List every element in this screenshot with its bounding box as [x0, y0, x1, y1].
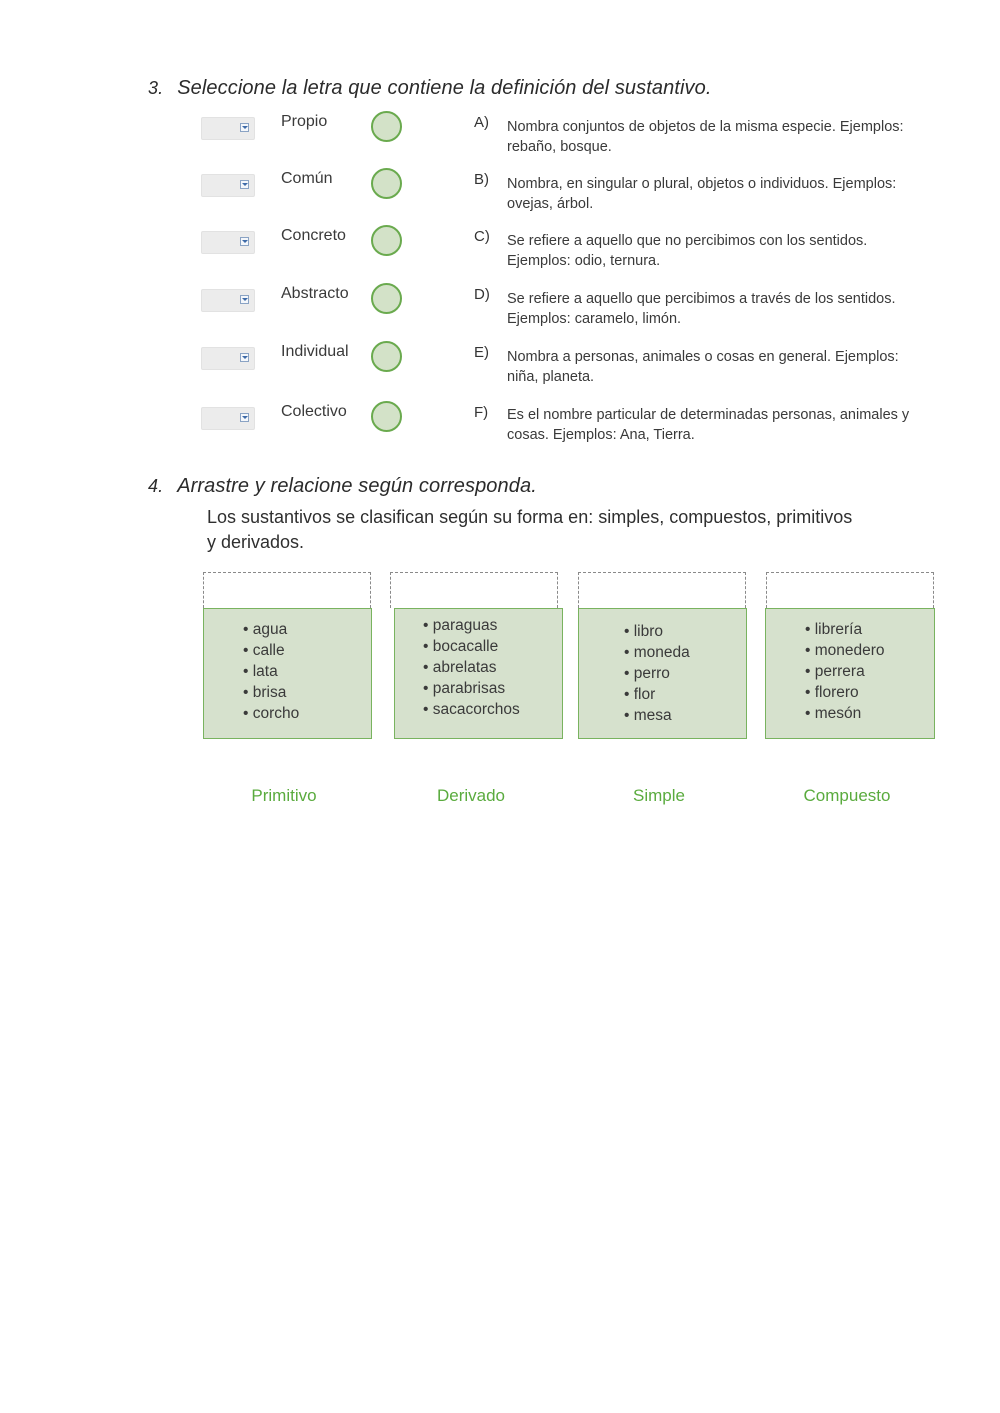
word-item: • abrelatas [423, 657, 520, 678]
word-item: • brisa [243, 682, 299, 703]
answer-select-3[interactable] [201, 231, 255, 254]
word-card-4[interactable] [765, 608, 935, 739]
word-item: • bocacalle [423, 636, 520, 657]
word-item: • mesa [624, 705, 690, 726]
definition-letter-6: F) [474, 404, 489, 421]
term-label-2: Común [281, 170, 333, 187]
word-card-3[interactable] [578, 608, 747, 739]
question-4-intro [207, 505, 927, 555]
question-3-number: 3. [148, 78, 164, 98]
match-circle-6[interactable] [371, 401, 402, 432]
intro-line: Los sustantivos se clasifican según su forma en: simples, compuestos, primitivos [207, 507, 853, 527]
dropdown-arrow-icon [240, 413, 249, 422]
drop-zone-1[interactable] [203, 572, 371, 608]
word-item: • monedero [805, 640, 885, 661]
dropdown-arrow-icon [240, 295, 249, 304]
match-circle-3[interactable] [371, 225, 402, 256]
definition-text-3 [507, 231, 952, 271]
category-label-derivado: Derivado [436, 786, 506, 805]
match-row-1 [0, 113, 1000, 175]
word-card-2[interactable] [394, 608, 563, 739]
word-item: • libro [624, 621, 690, 642]
answer-select-5[interactable] [201, 347, 255, 370]
word-item: • perrera [805, 661, 885, 682]
definition-text-4 [507, 289, 952, 329]
category-label-primitivo: Primitivo [251, 786, 317, 805]
term-label-6: Colectivo [281, 403, 347, 420]
term-label-3: Concreto [281, 227, 346, 244]
drop-zone-3[interactable] [578, 572, 746, 608]
definition-text-1 [507, 117, 952, 157]
word-item: • parabrisas [423, 678, 520, 699]
dropdown-arrow-icon [240, 180, 249, 189]
word-list-4 [805, 619, 885, 724]
match-circle-5[interactable] [371, 341, 402, 372]
match-circle-2[interactable] [371, 168, 402, 199]
term-label-4: Abstracto [281, 285, 349, 302]
drop-zone-4[interactable] [766, 572, 934, 608]
word-item: • florero [805, 682, 885, 703]
definition-line: Ejemplos: caramelo, limón. [507, 311, 682, 327]
definition-letter-2: B) [474, 171, 489, 188]
definition-line: Nombra, en singular o plural, objetos o individuos. Ejemplos: [507, 176, 897, 192]
question-4-number: 4. [148, 476, 164, 496]
word-item: • flor [624, 684, 690, 705]
question-4-text: Arrastre y relacione según corresponda. [177, 475, 537, 497]
word-item: • moneda [624, 642, 690, 663]
definition-line: ovejas, árbol. [507, 196, 594, 212]
definition-letter-1: A) [474, 114, 489, 131]
dropdown-arrow-icon [240, 237, 249, 246]
category-label-compuesto: Compuesto [803, 786, 891, 805]
word-item: • corcho [243, 703, 299, 724]
definition-letter-5: E) [474, 344, 489, 361]
dropdown-arrow-icon [240, 353, 249, 362]
match-row-2 [0, 170, 1000, 232]
definition-line: Se refiere a aquello que no percibimos con los sentidos. [507, 233, 868, 249]
match-circle-4[interactable] [371, 283, 402, 314]
definition-letter-4: D) [474, 286, 490, 303]
definition-text-2 [507, 174, 952, 214]
question-4-title [148, 475, 537, 498]
match-row-4 [0, 285, 1000, 347]
answer-select-6[interactable] [201, 407, 255, 430]
intro-line: y derivados. [207, 532, 305, 552]
question-3-title [148, 77, 712, 100]
word-list-1 [243, 619, 299, 724]
word-list-3 [624, 621, 690, 726]
word-item: • librería [805, 619, 885, 640]
word-item: • mesón [805, 703, 885, 724]
word-item: • perro [624, 663, 690, 684]
definition-text-5 [507, 347, 952, 387]
definition-letter-3: C) [474, 228, 490, 245]
question-3-text: Seleccione la letra que contiene la definición del sustantivo. [177, 77, 712, 99]
definition-line: Nombra conjuntos de objetos de la misma especie. Ejemplos: [507, 119, 904, 135]
word-item: • calle [243, 640, 299, 661]
definition-line: Nombra a personas, animales o cosas en general. Ejemplos: [507, 349, 899, 365]
word-item: • sacacorchos [423, 699, 520, 720]
word-item: • paraguas [423, 615, 520, 636]
answer-select-4[interactable] [201, 289, 255, 312]
match-row-5 [0, 343, 1000, 405]
definition-text-6 [507, 405, 952, 445]
word-item: • agua [243, 619, 299, 640]
answer-select-1[interactable] [201, 117, 255, 140]
definition-line: Ejemplos: odio, ternura. [507, 253, 661, 269]
definition-line: rebaño, bosque. [507, 139, 612, 155]
match-circle-1[interactable] [371, 111, 402, 142]
term-label-1: Propio [281, 113, 328, 130]
answer-select-2[interactable] [201, 174, 255, 197]
dropdown-arrow-icon [240, 123, 249, 132]
definition-line: niña, planeta. [507, 369, 595, 385]
term-label-5: Individual [281, 343, 349, 360]
drop-zone-2[interactable] [390, 572, 558, 608]
match-row-3 [0, 227, 1000, 289]
match-row-6 [0, 403, 1000, 465]
definition-line: Es el nombre particular de determinadas personas, animales y [507, 407, 910, 423]
word-list-2 [423, 615, 520, 720]
definition-line: cosas. Ejemplos: Ana, Tierra. [507, 427, 695, 443]
definition-line: Se refiere a aquello que percibimos a través de los sentidos. [507, 291, 896, 307]
word-card-1[interactable] [203, 608, 372, 739]
category-label-simple: Simple [633, 786, 685, 805]
word-item: • lata [243, 661, 299, 682]
